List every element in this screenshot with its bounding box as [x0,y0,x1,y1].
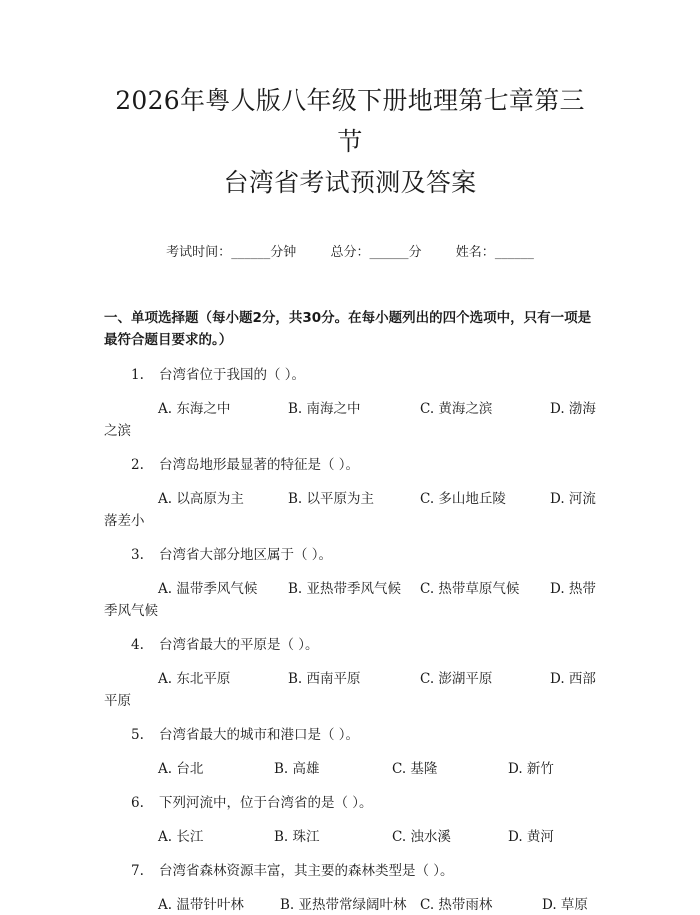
question-text: 台湾省大部分地区属于（ ）。 [159,547,333,563]
option-d[interactable]: D. 渤海 [550,401,596,417]
option-a[interactable]: A. 长江 [158,829,204,845]
option-c[interactable]: C. 基隆 [392,761,438,777]
question-stem [104,455,596,475]
time-unit: 分钟 [270,245,297,260]
question-text: 下列河流中，位于台湾省的是（ ）。 [159,795,373,811]
option-b[interactable]: B. 西南平原 [288,671,361,687]
question-list [104,365,596,915]
option-b[interactable]: B. 南海之中 [288,401,361,417]
option-wrap-text: 季风气候 [104,603,158,619]
question-number: 6. [131,795,144,811]
option-d[interactable]: D. 草原 [542,897,588,913]
question-item [104,861,596,915]
question-stem [104,861,596,881]
question-text: 台湾省森林资源丰富，其主要的森林类型是（ ）。 [159,863,454,879]
section-heading: 一、单项选择题（每小题2分，共30分。在每小题列出的四个选项中，只有一项是最符合题目要求的。） [104,310,592,348]
option-a[interactable]: A. 东海之中 [158,401,231,417]
question-number: 2. [131,457,144,473]
option-d[interactable]: D. 新竹 [508,761,554,777]
option-b[interactable]: B. 亚热带常绿阔叶林 [280,897,407,913]
option-row [104,827,596,847]
option-row [104,489,596,509]
time-label: 考试时间： [166,245,232,260]
exam-title [104,80,596,203]
question-number: 7. [131,863,144,879]
option-b[interactable]: B. 珠江 [274,829,320,845]
name-label: 姓名： [455,245,495,260]
question-text: 台湾岛地形最显著的特征是（ ）。 [159,457,360,473]
option-a[interactable]: A. 温带针叶林 [158,897,244,913]
option-c[interactable]: C. 多山地丘陵 [420,491,506,507]
score-unit: 分 [408,245,422,260]
option-b[interactable]: B. 高雄 [274,761,320,777]
option-a[interactable]: A. 东北平原 [158,671,231,687]
score-blank: ______ [369,245,409,260]
option-wrap-text: 落差小 [104,513,145,529]
option-c[interactable]: C. 澎湖平原 [420,671,493,687]
question-item [104,725,596,779]
option-c[interactable]: C. 热带草原气候 [420,581,520,597]
option-c[interactable]: C. 浊水溪 [392,829,451,845]
score-label: 总分： [330,245,370,260]
option-a[interactable]: A. 温带季风气候 [158,581,258,597]
option-row [104,759,596,779]
question-stem [104,635,596,655]
option-row [104,399,596,419]
exam-meta [104,243,596,263]
option-c[interactable]: C. 黄海之滨 [420,401,493,417]
question-number: 5. [131,727,144,743]
option-d[interactable]: D. 西部 [550,671,596,687]
question-stem [104,725,596,745]
option-a[interactable]: A. 以高原为主 [158,491,244,507]
question-item [104,635,596,711]
name-blank: ______ [494,245,534,260]
question-item [104,455,596,531]
question-stem [104,793,596,813]
option-d[interactable]: D. 热带 [550,581,596,597]
title-line-2: 台湾省考试预测及答案 [223,168,477,197]
option-wrap-text: 平原 [104,693,131,709]
option-c[interactable]: C. 热带雨林 [420,897,493,913]
title-line-1: 2026年粤人版八年级下册地理第七章第三节 [115,86,585,156]
question-item [104,365,596,441]
option-d[interactable]: D. 河流 [550,491,596,507]
option-wrap-text: 之滨 [104,423,131,439]
question-number: 1. [131,367,144,383]
option-b[interactable]: B. 以平原为主 [288,491,375,507]
option-a[interactable]: A. 台北 [158,761,204,777]
option-row [104,895,596,915]
question-stem [104,365,596,385]
time-blank: ______ [231,245,271,260]
question-text: 台湾省最大的城市和港口是（ ）。 [159,727,360,743]
question-item [104,793,596,847]
option-b[interactable]: B. 亚热带季风气候 [288,581,402,597]
question-stem [104,545,596,565]
question-number: 4. [131,637,144,653]
question-text: 台湾省最大的平原是（ ）。 [159,637,319,653]
option-d[interactable]: D. 黄河 [508,829,554,845]
question-text: 台湾省位于我国的（ ）。 [159,367,306,383]
question-item [104,545,596,621]
question-number: 3. [131,547,144,563]
option-row [104,579,596,599]
option-row [104,669,596,689]
